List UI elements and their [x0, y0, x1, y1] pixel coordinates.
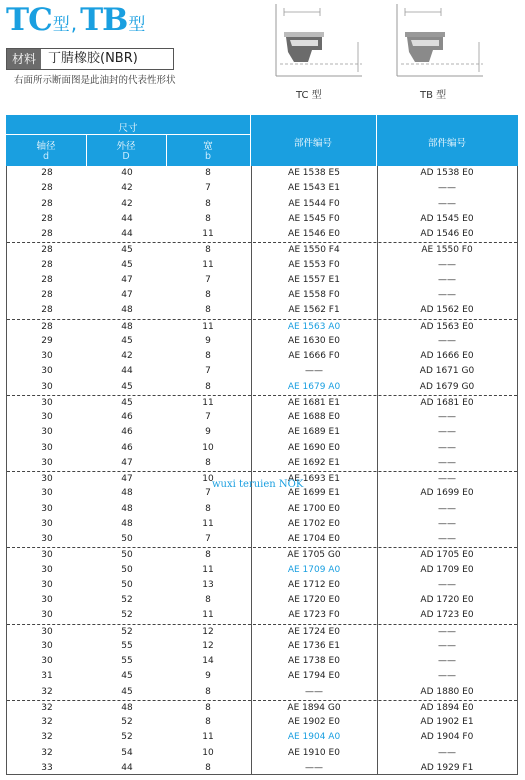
width-cell: 8 [205, 762, 211, 773]
tb-part-cell: AD 1666 E0 [420, 351, 474, 361]
width-cell: 11 [202, 397, 214, 408]
outer-dia-cell: 46 [121, 412, 133, 422]
outer-dia-cell: 46 [121, 442, 133, 453]
outer-dia-cell: 50 [121, 550, 133, 561]
shaft-dia-cell: 28 [41, 245, 53, 256]
outer-dia-cell: 50 [121, 579, 133, 590]
shaft-dia-cell: 28 [41, 198, 53, 209]
width-cell: 11 [202, 564, 214, 575]
shaft-dia-cell: 30 [41, 442, 53, 453]
outer-dia-cell: 48 [121, 305, 133, 316]
tc-part-cell: —— [305, 366, 323, 377]
tb-part-cell: —— [438, 671, 456, 682]
tc-part-cell: —— [305, 762, 323, 773]
tc-part-cell: AE 1693 E1 [288, 474, 340, 484]
shaft-dia-cell: 28 [41, 183, 53, 194]
width-cell: 8 [205, 351, 211, 361]
shaft-dia-cell: 28 [41, 168, 53, 178]
outer-dia-cell: 44 [121, 213, 133, 224]
shaft-dia-cell: 30 [41, 397, 53, 408]
tc-part-cell: AE 1545 F0 [288, 213, 340, 224]
tb-part-cell: AD 1705 E0 [420, 550, 474, 561]
shaft-dia-cell: 30 [41, 550, 53, 561]
width-cell: 11 [202, 259, 214, 270]
header-width: 宽 [203, 141, 213, 152]
table-row [7, 441, 517, 456]
outer-dia-cell: 47 [121, 290, 133, 300]
tb-part-cell: AD 1902 E1 [420, 717, 474, 727]
shaft-dia-cell: 28 [41, 213, 53, 224]
table-row [7, 654, 517, 669]
shaft-dia-cell: 30 [41, 579, 53, 590]
table-row [7, 212, 517, 227]
shaft-dia-cell: 33 [41, 762, 53, 773]
table-row [7, 715, 517, 730]
outer-dia-cell: 48 [121, 321, 133, 332]
width-cell: 7 [205, 274, 211, 285]
shaft-dia-cell: 30 [41, 427, 53, 438]
table-header [6, 115, 518, 166]
width-cell: 11 [202, 732, 214, 743]
tc-part-cell: AE 1630 E0 [288, 335, 340, 346]
tb-part-cell: —— [438, 503, 456, 514]
outer-dia-cell: 52 [121, 732, 133, 743]
tb-part-cell: AD 1904 F0 [420, 732, 474, 743]
outer-dia-cell: 45 [121, 335, 133, 346]
tc-part-cell: AE 1550 F4 [288, 245, 340, 256]
shaft-dia-cell: 30 [41, 518, 53, 529]
table-row [7, 349, 517, 364]
table-row [7, 502, 517, 517]
tc-part-cell: AE 1736 E1 [288, 640, 340, 651]
outer-dia-cell: 52 [121, 717, 133, 727]
shaft-dia-cell: 32 [41, 702, 53, 713]
outer-dia-cell: 40 [121, 168, 133, 178]
width-cell: 7 [205, 488, 211, 499]
tc-part-cell: AE 1704 E0 [288, 534, 340, 544]
table-row [7, 197, 517, 212]
title-tb: TB [80, 2, 128, 38]
tc-part-cell: AE 1666 F0 [288, 351, 340, 361]
tb-part-cell: AD 1546 E0 [420, 229, 474, 239]
outer-dia-cell: 48 [121, 518, 133, 529]
tb-part-cell: —— [438, 747, 456, 758]
outer-dia-cell: 45 [121, 245, 133, 256]
width-cell: 8 [205, 595, 211, 605]
tc-part-cell: AE 1544 F0 [288, 198, 340, 209]
table-row [7, 746, 517, 761]
header-width-symbol: b [204, 151, 212, 162]
table-row [7, 456, 517, 471]
title-tb-suffix: 型 [128, 15, 146, 35]
tc-part-cell: AE 1690 E0 [288, 442, 340, 453]
outer-dia-cell: 48 [121, 488, 133, 499]
table-row [7, 532, 517, 547]
shaft-dia-cell: 32 [41, 686, 53, 697]
tb-part-cell: AD 1720 E0 [420, 595, 474, 605]
width-cell: 8 [205, 550, 211, 561]
tb-part-cell: AD 1681 E0 [420, 397, 474, 408]
tb-part-cell: —— [438, 198, 456, 209]
width-cell: 9 [205, 671, 211, 682]
table-row [7, 761, 517, 776]
outer-dia-cell: 52 [121, 595, 133, 605]
shaft-dia-cell: 30 [41, 626, 53, 637]
tb-part-cell: AD 1671 G0 [419, 366, 475, 377]
outer-dia-cell: 45 [121, 397, 133, 408]
header-size-group: 尺寸 [118, 123, 138, 134]
header-shaft-dia: 轴径 [36, 141, 56, 152]
shaft-dia-cell: 30 [41, 503, 53, 514]
outer-dia-cell: 47 [121, 274, 133, 285]
width-cell: 8 [205, 503, 211, 514]
header-part-no-tb: 部件编号 [427, 138, 466, 149]
shaft-dia-cell: 30 [41, 412, 53, 422]
tc-section-diagram [272, 2, 364, 80]
tb-part-cell: —— [438, 626, 456, 637]
tc-part-cell: AE 1910 E0 [288, 747, 340, 758]
width-cell: 8 [205, 686, 211, 697]
width-cell: 8 [205, 198, 211, 209]
shaft-dia-cell: 30 [41, 610, 53, 621]
header-outer-dia: 外径 [116, 141, 136, 152]
table-row [7, 288, 517, 303]
tb-part-cell: —— [438, 290, 456, 300]
shaft-dia-cell: 30 [41, 457, 53, 468]
width-cell: 9 [205, 335, 211, 346]
tb-part-cell: AD 1894 E0 [420, 702, 474, 713]
shaft-dia-cell: 30 [41, 656, 53, 666]
title-tc-suffix: 型 [52, 15, 70, 35]
width-cell: 8 [205, 717, 211, 727]
outer-dia-cell: 42 [121, 183, 133, 194]
tc-part-cell: AE 1692 E1 [288, 457, 340, 468]
width-cell: 9 [205, 427, 211, 438]
tc-part-cell: AE 1894 G0 [287, 702, 341, 713]
outer-dia-cell: 48 [121, 702, 133, 713]
width-cell: 11 [202, 229, 214, 239]
outer-dia-cell: 52 [121, 610, 133, 621]
table-row [7, 166, 517, 181]
width-cell: 11 [202, 610, 214, 621]
tc-part-cell: AE 1546 E0 [288, 229, 340, 239]
tb-part-cell: AE 1550 F0 [421, 245, 473, 256]
shaft-dia-cell: 30 [41, 534, 53, 544]
width-cell: 8 [205, 457, 211, 468]
tb-part-cell: —— [438, 579, 456, 590]
table-row [7, 258, 517, 273]
tb-part-cell: —— [438, 183, 456, 194]
tc-part-cell: AE 1738 E0 [288, 656, 340, 666]
tc-part-cell: AE 1705 G0 [287, 550, 341, 561]
shaft-dia-cell: 30 [41, 488, 53, 499]
shaft-dia-cell: 30 [41, 640, 53, 651]
table-row [7, 517, 517, 532]
title-tc: TC [6, 2, 52, 38]
outer-dia-cell: 46 [121, 427, 133, 438]
tb-part-cell: AD 1562 E0 [420, 305, 474, 316]
outer-dia-cell: 48 [121, 503, 133, 514]
width-cell: 12 [202, 640, 214, 651]
table-row [7, 425, 517, 440]
shaft-dia-cell: 32 [41, 717, 53, 727]
width-cell: 11 [202, 518, 214, 529]
tb-part-cell: —— [438, 534, 456, 544]
shaft-dia-cell: 32 [41, 747, 53, 758]
tb-part-cell: —— [438, 457, 456, 468]
shaft-dia-cell: 29 [41, 335, 53, 346]
tc-part-cell: AE 1902 E0 [288, 717, 340, 727]
tc-part-cell: AE 1724 E0 [288, 626, 340, 637]
table-row [7, 303, 517, 318]
page-title [6, 2, 145, 42]
tb-part-cell: —— [438, 412, 456, 422]
table-row [7, 593, 517, 608]
shaft-dia-cell: 28 [41, 274, 53, 285]
tc-part-cell: AE 1794 E0 [288, 671, 340, 682]
section-note: 右面所示断面图是此油封的代表性形状 [14, 75, 176, 86]
tc-part-cell: AE 1723 F0 [288, 610, 340, 621]
tc-part-cell: AE 1709 A0 [287, 564, 341, 575]
tb-part-cell: —— [438, 442, 456, 453]
table-row [7, 578, 517, 593]
tc-part-cell: AE 1681 E1 [288, 397, 340, 408]
outer-dia-cell: 45 [121, 671, 133, 682]
table-row [7, 319, 517, 335]
table-row [7, 669, 517, 684]
tb-part-cell: AD 1709 E0 [420, 564, 474, 575]
tb-part-cell: —— [438, 474, 456, 484]
tc-part-cell: AE 1700 E0 [288, 503, 340, 514]
outer-dia-cell: 52 [121, 626, 133, 637]
outer-dia-cell: 44 [121, 229, 133, 239]
tb-part-cell: —— [438, 274, 456, 285]
width-cell: 8 [205, 381, 211, 392]
tc-part-cell: AE 1557 E1 [288, 274, 340, 285]
material-label: 材料 [7, 49, 41, 69]
tc-part-cell: AE 1904 A0 [287, 732, 341, 743]
width-cell: 8 [205, 168, 211, 178]
tb-part-cell: —— [438, 518, 456, 529]
width-cell: 10 [202, 442, 214, 453]
outer-dia-cell: 45 [121, 381, 133, 392]
width-cell: 13 [202, 579, 214, 590]
tc-part-cell: AE 1563 A0 [287, 321, 341, 332]
table-row [7, 547, 517, 563]
tb-part-cell: —— [438, 259, 456, 270]
width-cell: 12 [202, 626, 214, 637]
shaft-dia-cell: 30 [41, 474, 53, 484]
table-row [7, 608, 517, 623]
width-cell: 7 [205, 183, 211, 194]
outer-dia-cell: 44 [121, 762, 133, 773]
tb-part-cell: AD 1538 E0 [420, 168, 474, 178]
table-row [7, 273, 517, 288]
header-part-no-tc: 部件编号 [293, 138, 332, 149]
tc-part-cell: AE 1538 E5 [288, 168, 340, 178]
tb-part-cell: AD 1929 F1 [420, 762, 474, 773]
table-row [7, 242, 517, 258]
outer-dia-cell: 45 [121, 259, 133, 270]
tb-part-cell: —— [438, 335, 456, 346]
tc-part-cell: AE 1562 F1 [288, 305, 340, 316]
table-row [7, 730, 517, 745]
width-cell: 8 [205, 213, 211, 224]
width-cell: 8 [205, 305, 211, 316]
tb-part-cell: AD 1723 E0 [420, 610, 474, 621]
shaft-dia-cell: 28 [41, 321, 53, 332]
table-row [7, 395, 517, 411]
table-row [7, 380, 517, 395]
width-cell: 8 [205, 245, 211, 256]
outer-dia-cell: 42 [121, 351, 133, 361]
outer-dia-cell: 47 [121, 457, 133, 468]
outer-dia-cell: 50 [121, 564, 133, 575]
width-cell: 11 [202, 321, 214, 332]
tb-part-cell: AD 1563 E0 [420, 321, 474, 332]
shaft-dia-cell: 30 [41, 595, 53, 605]
width-cell: 8 [205, 290, 211, 300]
width-cell: 10 [202, 747, 214, 758]
shaft-dia-cell: 30 [41, 564, 53, 575]
tc-part-cell: AE 1720 E0 [288, 595, 340, 605]
tb-part-cell: —— [438, 656, 456, 666]
shaft-dia-cell: 30 [41, 366, 53, 377]
table-row [7, 639, 517, 654]
table-body [6, 166, 518, 775]
width-cell: 10 [202, 474, 214, 484]
width-cell: 7 [205, 366, 211, 377]
table-row [7, 685, 517, 700]
width-cell: 8 [205, 702, 211, 713]
material-box [6, 48, 174, 70]
tc-part-cell: AE 1543 E1 [288, 183, 340, 194]
shaft-dia-cell: 30 [41, 381, 53, 392]
table-row [7, 181, 517, 196]
tc-diagram-caption: TC 型 [296, 90, 322, 101]
shaft-dia-cell: 28 [41, 229, 53, 239]
header-outer-symbol: D [122, 151, 130, 162]
watermark-text: wuxi teruien NOK [212, 479, 304, 490]
title-comma: , [70, 11, 78, 35]
table-row [7, 700, 517, 716]
outer-dia-cell: 45 [121, 686, 133, 697]
tb-part-cell: AD 1545 E0 [420, 213, 474, 224]
width-cell: 7 [205, 534, 211, 544]
tc-part-cell: AE 1699 E1 [288, 488, 340, 499]
shaft-dia-cell: 31 [41, 671, 53, 682]
table-row [7, 364, 517, 379]
tb-diagram-caption: TB 型 [420, 90, 447, 101]
width-cell: 14 [202, 656, 214, 666]
tc-part-cell: AE 1688 E0 [288, 412, 340, 422]
table-row [7, 334, 517, 349]
tb-part-cell: AD 1699 E0 [420, 488, 474, 499]
table-row [7, 227, 517, 242]
tc-part-cell: AE 1679 A0 [287, 381, 341, 392]
tb-part-cell: AD 1880 E0 [420, 686, 474, 697]
shaft-dia-cell: 28 [41, 305, 53, 316]
shaft-dia-cell: 32 [41, 732, 53, 743]
width-cell: 7 [205, 412, 211, 422]
tc-part-cell: AE 1702 E0 [288, 518, 340, 529]
tb-part-cell: AD 1679 G0 [419, 381, 475, 392]
tc-part-cell: AE 1558 F0 [288, 290, 340, 300]
outer-dia-cell: 47 [121, 474, 133, 484]
outer-dia-cell: 54 [121, 747, 133, 758]
shaft-dia-cell: 30 [41, 351, 53, 361]
outer-dia-cell: 42 [121, 198, 133, 209]
tc-part-cell: AE 1712 E0 [288, 579, 340, 590]
outer-dia-cell: 50 [121, 534, 133, 544]
material-value: 丁腈橡胶(NBR) [48, 51, 138, 66]
table-row [7, 563, 517, 578]
table-row [7, 624, 517, 640]
tb-part-cell: —— [438, 427, 456, 438]
tc-part-cell: AE 1689 E1 [288, 427, 340, 438]
tc-part-cell: —— [305, 686, 323, 697]
table-row [7, 410, 517, 425]
outer-dia-cell: 55 [121, 640, 133, 651]
shaft-dia-cell: 28 [41, 290, 53, 300]
tb-part-cell: —— [438, 640, 456, 651]
outer-dia-cell: 55 [121, 656, 133, 666]
seal-table [6, 115, 518, 775]
outer-dia-cell: 44 [121, 366, 133, 377]
header-shaft-symbol: d [42, 151, 50, 162]
tb-section-diagram [393, 2, 485, 80]
tc-part-cell: AE 1553 F0 [288, 259, 340, 270]
shaft-dia-cell: 28 [41, 259, 53, 270]
